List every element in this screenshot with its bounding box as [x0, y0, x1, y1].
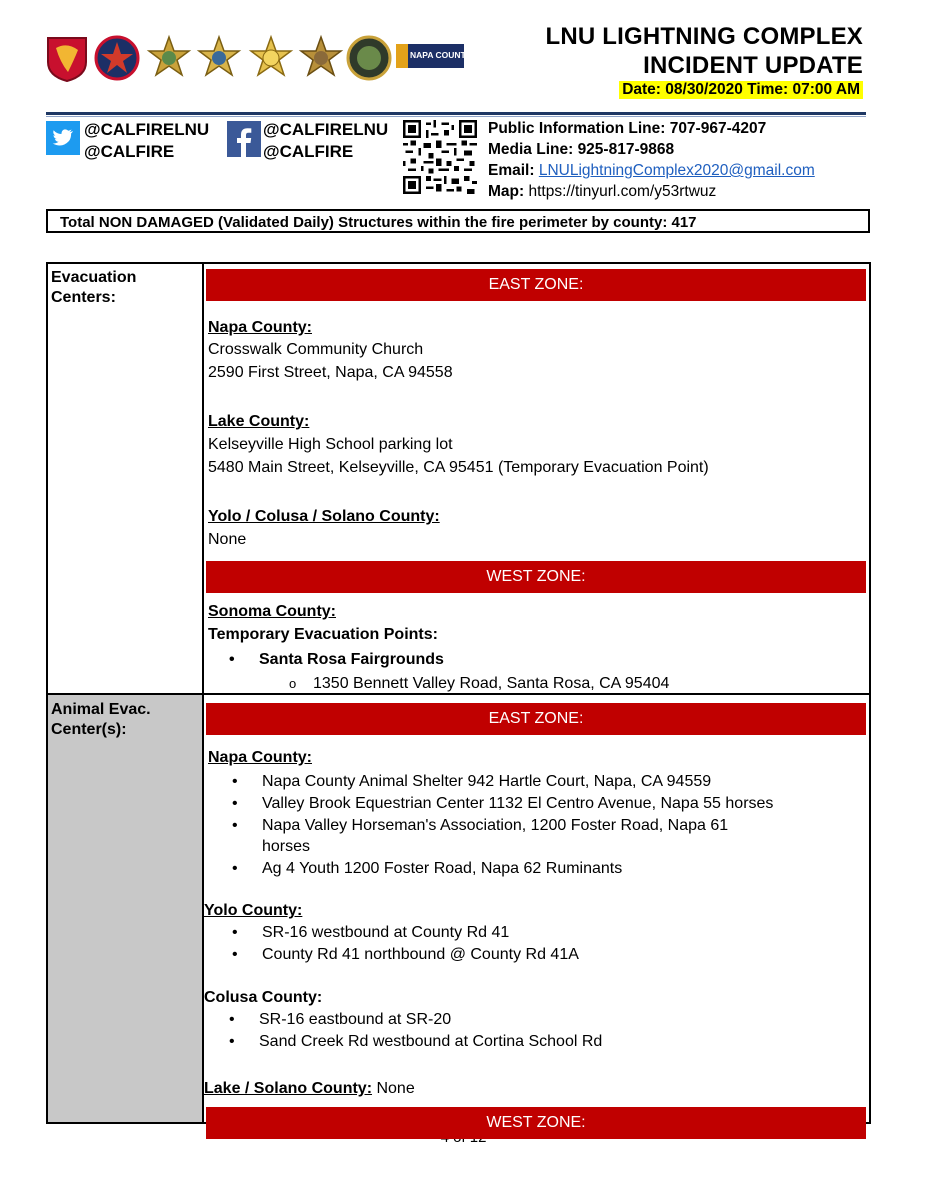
fire-department-seal-icon — [94, 34, 140, 82]
facebook-handle-calfire[interactable]: @CALFIRE — [263, 142, 354, 161]
evac-fairgrounds-address: o 1350 Bennett Valley Road, Santa Rosa, CA 95404 — [313, 672, 669, 695]
animal-napa-county-heading: Napa County: — [208, 749, 312, 766]
list-item: • Napa County Animal Shelter 942 Hartle Court, Napa, CA 94559 — [262, 770, 711, 793]
agency-logos — [44, 34, 472, 86]
animal-lake-solano-value: None — [372, 1080, 415, 1097]
list-item: • Ag 4 Youth 1200 Foster Road, Napa 62 Ruminants — [262, 857, 622, 880]
list-item: • Napa Valley Horseman's Association, 1200 Foster Road, Napa 61 — [262, 814, 728, 837]
evac-napa-line1: Crosswalk Community Church — [208, 341, 424, 358]
animal-lake-solano-row — [204, 1077, 415, 1100]
animal-east-zone-header: EAST ZONE: — [206, 703, 866, 735]
animal-evac-label-line1: Animal Evac. — [51, 701, 151, 718]
evac-yolo-county-heading: Yolo / Colusa / Solano County: — [208, 508, 440, 525]
title-line-2: INCIDENT UPDATE — [643, 52, 863, 79]
list-item: • County Rd 41 northbound @ County Rd 41A — [262, 943, 579, 966]
sheriff-star-badge-icon — [248, 34, 294, 82]
twitter-handle-calfire[interactable]: @CALFIRE — [84, 142, 175, 161]
qr-code-icon[interactable] — [403, 120, 477, 199]
map-label: Map: — [488, 183, 529, 200]
map-row — [488, 181, 815, 202]
evac-napa-line2: 2590 First Street, Napa, CA 94558 — [208, 364, 453, 381]
facebook-handles — [263, 119, 388, 163]
date-time: Date: 08/30/2020 Time: 07:00 AM — [619, 81, 863, 99]
evac-fairgrounds-item: • Santa Rosa Fairgrounds — [259, 648, 444, 671]
evac-lake-line1: Kelseyville High School parking lot — [208, 436, 453, 453]
evacuation-centers-label — [51, 268, 136, 308]
title-block — [545, 22, 863, 99]
header-divider — [46, 112, 866, 115]
cal-fire-logo-icon — [44, 34, 90, 82]
napa-county-badge-text: NAPA COUNTY — [410, 50, 472, 60]
facebook-handle-lnu[interactable]: @CALFIRELNU — [263, 120, 389, 139]
evac-yolo-line1: None — [208, 531, 247, 548]
animal-yolo-county-heading: Yolo County: — [204, 902, 303, 919]
title-line-1: LNU LIGHTNING COMPLEX — [545, 23, 863, 50]
twitter-icon[interactable] — [46, 121, 80, 160]
animal-evac-label-line2: Center(s): — [51, 721, 127, 738]
sheriff-star-badge-icon — [146, 34, 192, 82]
list-item: • Sand Creek Rd westbound at Cortina School Rd — [259, 1030, 602, 1053]
list-item-continuation: horses — [262, 838, 311, 855]
list-item: • SR-16 westbound at County Rd 41 — [262, 921, 509, 944]
evac-east-zone-header: EAST ZONE: — [206, 269, 866, 301]
header-divider-light — [46, 116, 866, 117]
evac-west-zone-header: WEST ZONE: — [206, 561, 866, 593]
twitter-handle-lnu[interactable]: @CALFIRELNU — [84, 120, 210, 139]
non-damaged-structures-banner: Total NON DAMAGED (Validated Daily) Structures within the fire perimeter by county: 417 — [46, 209, 870, 233]
animal-evac-label — [51, 700, 151, 740]
map-link[interactable]: https://tinyurl.com/y53rtwuz — [528, 183, 717, 200]
animal-west-zone-header: WEST ZONE: — [206, 1107, 866, 1139]
evac-lake-county-heading: Lake County: — [208, 413, 310, 430]
sheriff-star-badge-icon — [298, 34, 344, 82]
napa-county-badge — [396, 44, 472, 68]
email-link[interactable]: LNULightningComplex2020@gmail.com — [538, 162, 815, 179]
evacuation-centers-label-line2: Centers: — [51, 289, 116, 306]
county-seal-icon — [346, 34, 392, 82]
email-label: Email: — [488, 162, 539, 179]
animal-lake-solano-heading: Lake / Solano County: — [204, 1080, 373, 1097]
list-item: • SR-16 eastbound at SR-20 — [259, 1008, 451, 1031]
list-item: • Valley Brook Equestrian Center 1132 El Centro Avenue, Napa 55 horses — [262, 792, 773, 815]
public-info-line: Public Information Line: 707-967-4207 — [488, 120, 767, 137]
email-row — [488, 160, 815, 181]
contact-info — [488, 118, 815, 202]
evacuation-centers-label-line1: Evacuation — [51, 269, 137, 286]
evac-lake-line2: 5480 Main Street, Kelseyville, CA 95451 (Temporary Evacuation Point) — [208, 459, 709, 476]
twitter-handles — [84, 119, 209, 163]
sheriff-star-badge-icon — [196, 34, 242, 82]
animal-colusa-county-heading: Colusa County: — [204, 989, 323, 1006]
media-line: Media Line: 925-817-9868 — [488, 141, 675, 158]
evac-sonoma-county-heading: Sonoma County: — [208, 603, 336, 620]
evac-temp-points-heading: Temporary Evacuation Points: — [208, 626, 438, 643]
facebook-icon[interactable] — [227, 121, 261, 162]
evac-napa-county-heading: Napa County: — [208, 319, 312, 336]
